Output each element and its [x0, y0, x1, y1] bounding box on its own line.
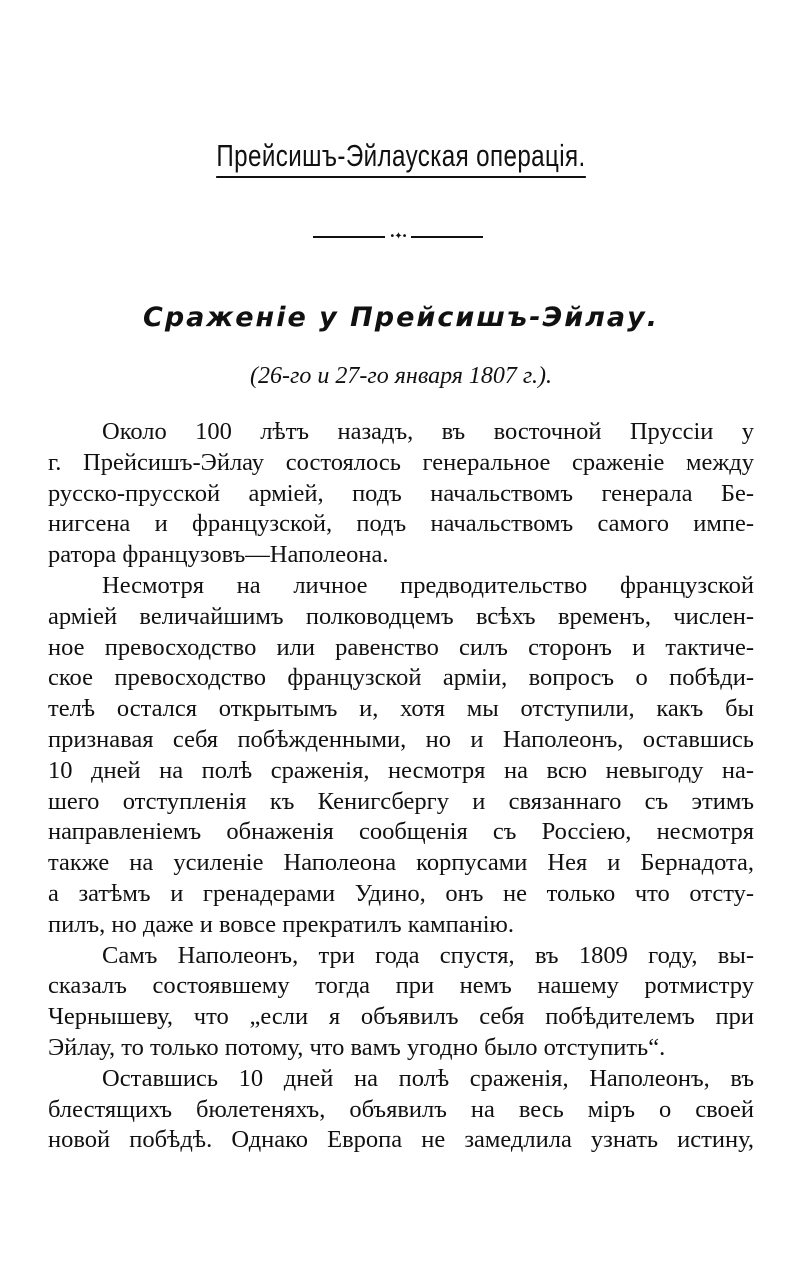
text-line: 10 дней на полѣ сраженія, несмотря на всю невыгоду на- — [48, 756, 754, 784]
page-title-text: Прейсишъ-Эйлауская операція. — [216, 138, 585, 178]
text-line: блестящихъ бюлетеняхъ, объявилъ на весь міръ о своей — [48, 1095, 754, 1123]
text-line: сказалъ состоявшему тогда при немъ нашему ротмистру — [48, 972, 754, 1000]
text-line: признавая себя побѣжденными, но и Наполеонъ, оставшись — [48, 725, 754, 753]
text-line: арміей величайшимъ полководцемъ всѣхъ временъ, числен- — [48, 602, 754, 630]
section-date: (26-го и 27-го января 1807 г.). — [250, 363, 552, 389]
text-line: пилъ, но даже и вовсе прекратилъ кампанію. — [48, 910, 514, 938]
ornament-divider — [313, 232, 483, 242]
text-line: также на усиленіе Наполеона корпусами Нея и Бернадота, — [48, 849, 754, 877]
text-line: шего отступленія къ Кенигсбергу и связаннаго съ этимъ — [48, 787, 754, 815]
text-line: направленіемъ обнаженія сообщенія съ Россіею, несмотря — [48, 818, 754, 846]
text-line: Оставшись 10 дней на полѣ сраженія, Наполеонъ, въ — [102, 1064, 754, 1092]
text-line: ское превосходство французской арміи, вопросъ о побѣди- — [48, 664, 754, 692]
ornament-center: •✦• — [389, 231, 407, 242]
text-line: Эйлау, то только потому, что вамъ угодно было отступить“. — [48, 1033, 666, 1061]
text-line: ное превосходство или равенство силъ сторонъ и тактиче- — [48, 633, 754, 661]
body-text — [48, 417, 754, 1156]
text-line: Чернышеву, что „если я объявилъ себя побѣдителемъ при — [48, 1003, 754, 1031]
text-line: г. Прейсишъ-Эйлау состоялось генеральное сраженіе между — [48, 448, 754, 476]
text-line: нигсена и французской, подъ начальствомъ самого импе- — [48, 510, 754, 538]
section-heading: Сраженіе у Прейсишъ-Эйлау. — [143, 302, 659, 333]
page-title — [126, 138, 677, 178]
text-line: Самъ Наполеонъ, три года спустя, въ 1809 году, вы- — [102, 941, 754, 969]
text-line: а затѣмъ и гренадерами Удино, онъ не только что отсту- — [48, 879, 754, 907]
text-line: телѣ остался открытымъ и, хотя мы отступили, какъ бы — [48, 695, 754, 723]
text-line: новой побѣдѣ. Однако Европа не замедлила узнать истину, — [48, 1126, 754, 1154]
document-page — [48, 0, 754, 1277]
ornament-line-left — [313, 236, 385, 238]
text-line: Несмотря на личное предводительство французской — [102, 571, 754, 599]
text-line: русско-прусской арміей, подъ начальствомъ генерала Бе- — [48, 479, 754, 507]
text-line: Около 100 лѣтъ назадъ, въ восточной Пруссіи у — [102, 418, 754, 445]
text-line: ратора французовъ—Наполеона. — [48, 541, 389, 569]
ornament-line-right — [411, 236, 483, 238]
